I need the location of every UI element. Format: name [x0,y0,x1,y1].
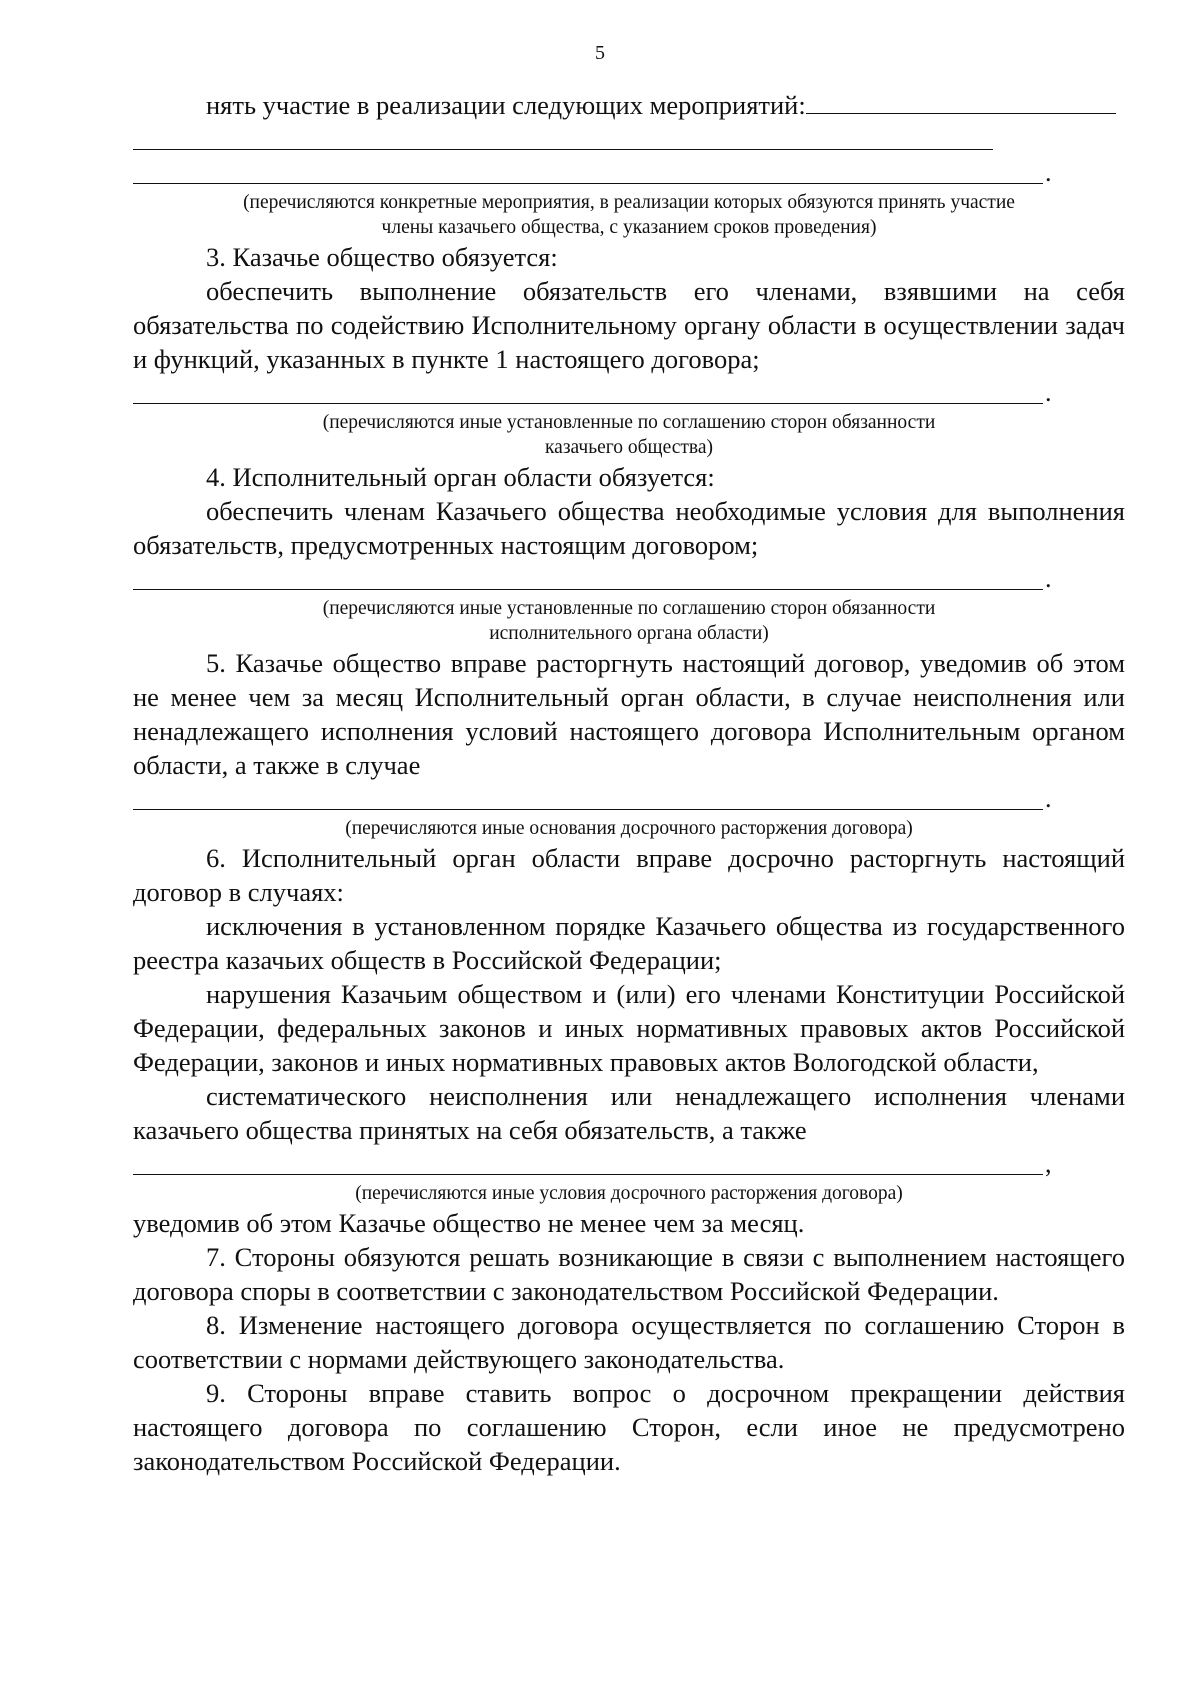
fill-in-blank-line [133,782,1125,816]
caption-line: (перечисляются иные основания досрочного расторжения договора) [345,818,913,839]
paragraph: обеспечить выполнение обязательств его членами, взявшими на себя обязательства по содействию Исполнительному органу области в осуществлении задач и функций, указанных в пункте 1 настоящего договора; [133,276,1125,374]
paragraph: 4. Исполнительный орган области обязуется: [206,462,715,492]
caption-line: члены казачьего общества, с указанием сроков проведения) [381,217,877,238]
document-body [133,88,1125,1478]
blank-rule [133,183,1043,184]
footnote-caption [133,596,1125,646]
paragraph-with-blank [133,88,1125,122]
caption-line: (перечисляются иные условия досрочного расторжения договора) [355,1183,903,1204]
footnote-caption [133,816,1125,841]
fill-in-blank-line [806,91,1116,114]
blank-suffix: . [1045,564,1052,593]
blank-rule [133,403,1043,404]
paragraph: уведомив об этом Казачье общество не менее чем за месяц. [133,1208,805,1238]
caption-line: исполнительного органа области) [489,623,769,644]
blank-rule [133,589,1043,590]
fill-in-blank-line [133,562,1125,596]
paragraph: исключения в установленном порядке Казачьего общества из государственного реестра казачьих обществ в Российской Федерации; [133,911,1125,975]
fill-in-blank-line [133,1147,1125,1181]
footnote-caption [133,1181,1125,1206]
paragraph: 3. Казачье общество обязуется: [206,242,558,272]
footnote-caption [133,190,1125,240]
blank-rule [133,149,993,150]
footnote-caption [133,410,1125,460]
paragraph: 9. Стороны вправе ставить вопрос о досрочном прекращении действия настоящего договора по соглашению Сторон, если иное не предусмотрено законодательством Российской Федерации. [133,1378,1125,1476]
paragraph: 5. Казачье общество вправе расторгнуть настоящий договор, уведомив об этом не менее чем за месяц Исполнительный орган области, в случае неисполнения или ненадлежащего исполнения условий настоящего договора Исполнительным органом области, а также в случае [133,648,1125,780]
caption-line: (перечисляются конкретные мероприятия, в реализации которых обязуются принять участие [243,192,1015,213]
blank-suffix: . [1045,784,1052,813]
fill-in-blank-line [133,122,1125,156]
blank-rule [133,1174,1043,1175]
blank-rule [133,809,1043,810]
paragraph: нарушения Казачьим обществом и (или) его членами Конституции Российской Федерации, федеральных законов и иных нормативных правовых актов Российской Федерации, законов и иных нормативных правовых актов Вологодской области, [133,979,1125,1077]
blank-suffix: , [1045,1149,1052,1178]
blank-suffix: . [1045,378,1052,407]
paragraph: обеспечить членам Казачьего общества необходимые условия для выполнения обязательств, предусмотренных настоящим договором; [133,496,1125,560]
page-number: 5 [595,42,605,64]
paragraph: 7. Стороны обязуются решать возникающие в связи с выполнением настоящего договора споры в соответствии с законодательством Российской Федерации. [133,1242,1125,1306]
blank-suffix: . [1045,158,1052,187]
fill-in-blank-line [133,156,1125,190]
paragraph: 8. Изменение настоящего договора осуществляется по соглашению Сторон в соответствии с нормами действующего законодательства. [133,1310,1125,1374]
caption-line: (перечисляются иные установленные по соглашению сторон обязанности [322,598,936,619]
caption-line: (перечисляются иные установленные по соглашению сторон обязанности [322,412,936,433]
fill-in-blank-line [133,376,1125,410]
caption-line: казачьего общества) [544,437,713,458]
paragraph-text: нять участие в реализации следующих мероприятий: [206,90,806,120]
paragraph: 6. Исполнительный орган области вправе досрочно расторгнуть настоящий договор в случаях: [133,843,1125,907]
paragraph: систематического неисполнения или ненадлежащего исполнения членами казачьего общества принятых на себя обязательств, а также [133,1081,1125,1145]
